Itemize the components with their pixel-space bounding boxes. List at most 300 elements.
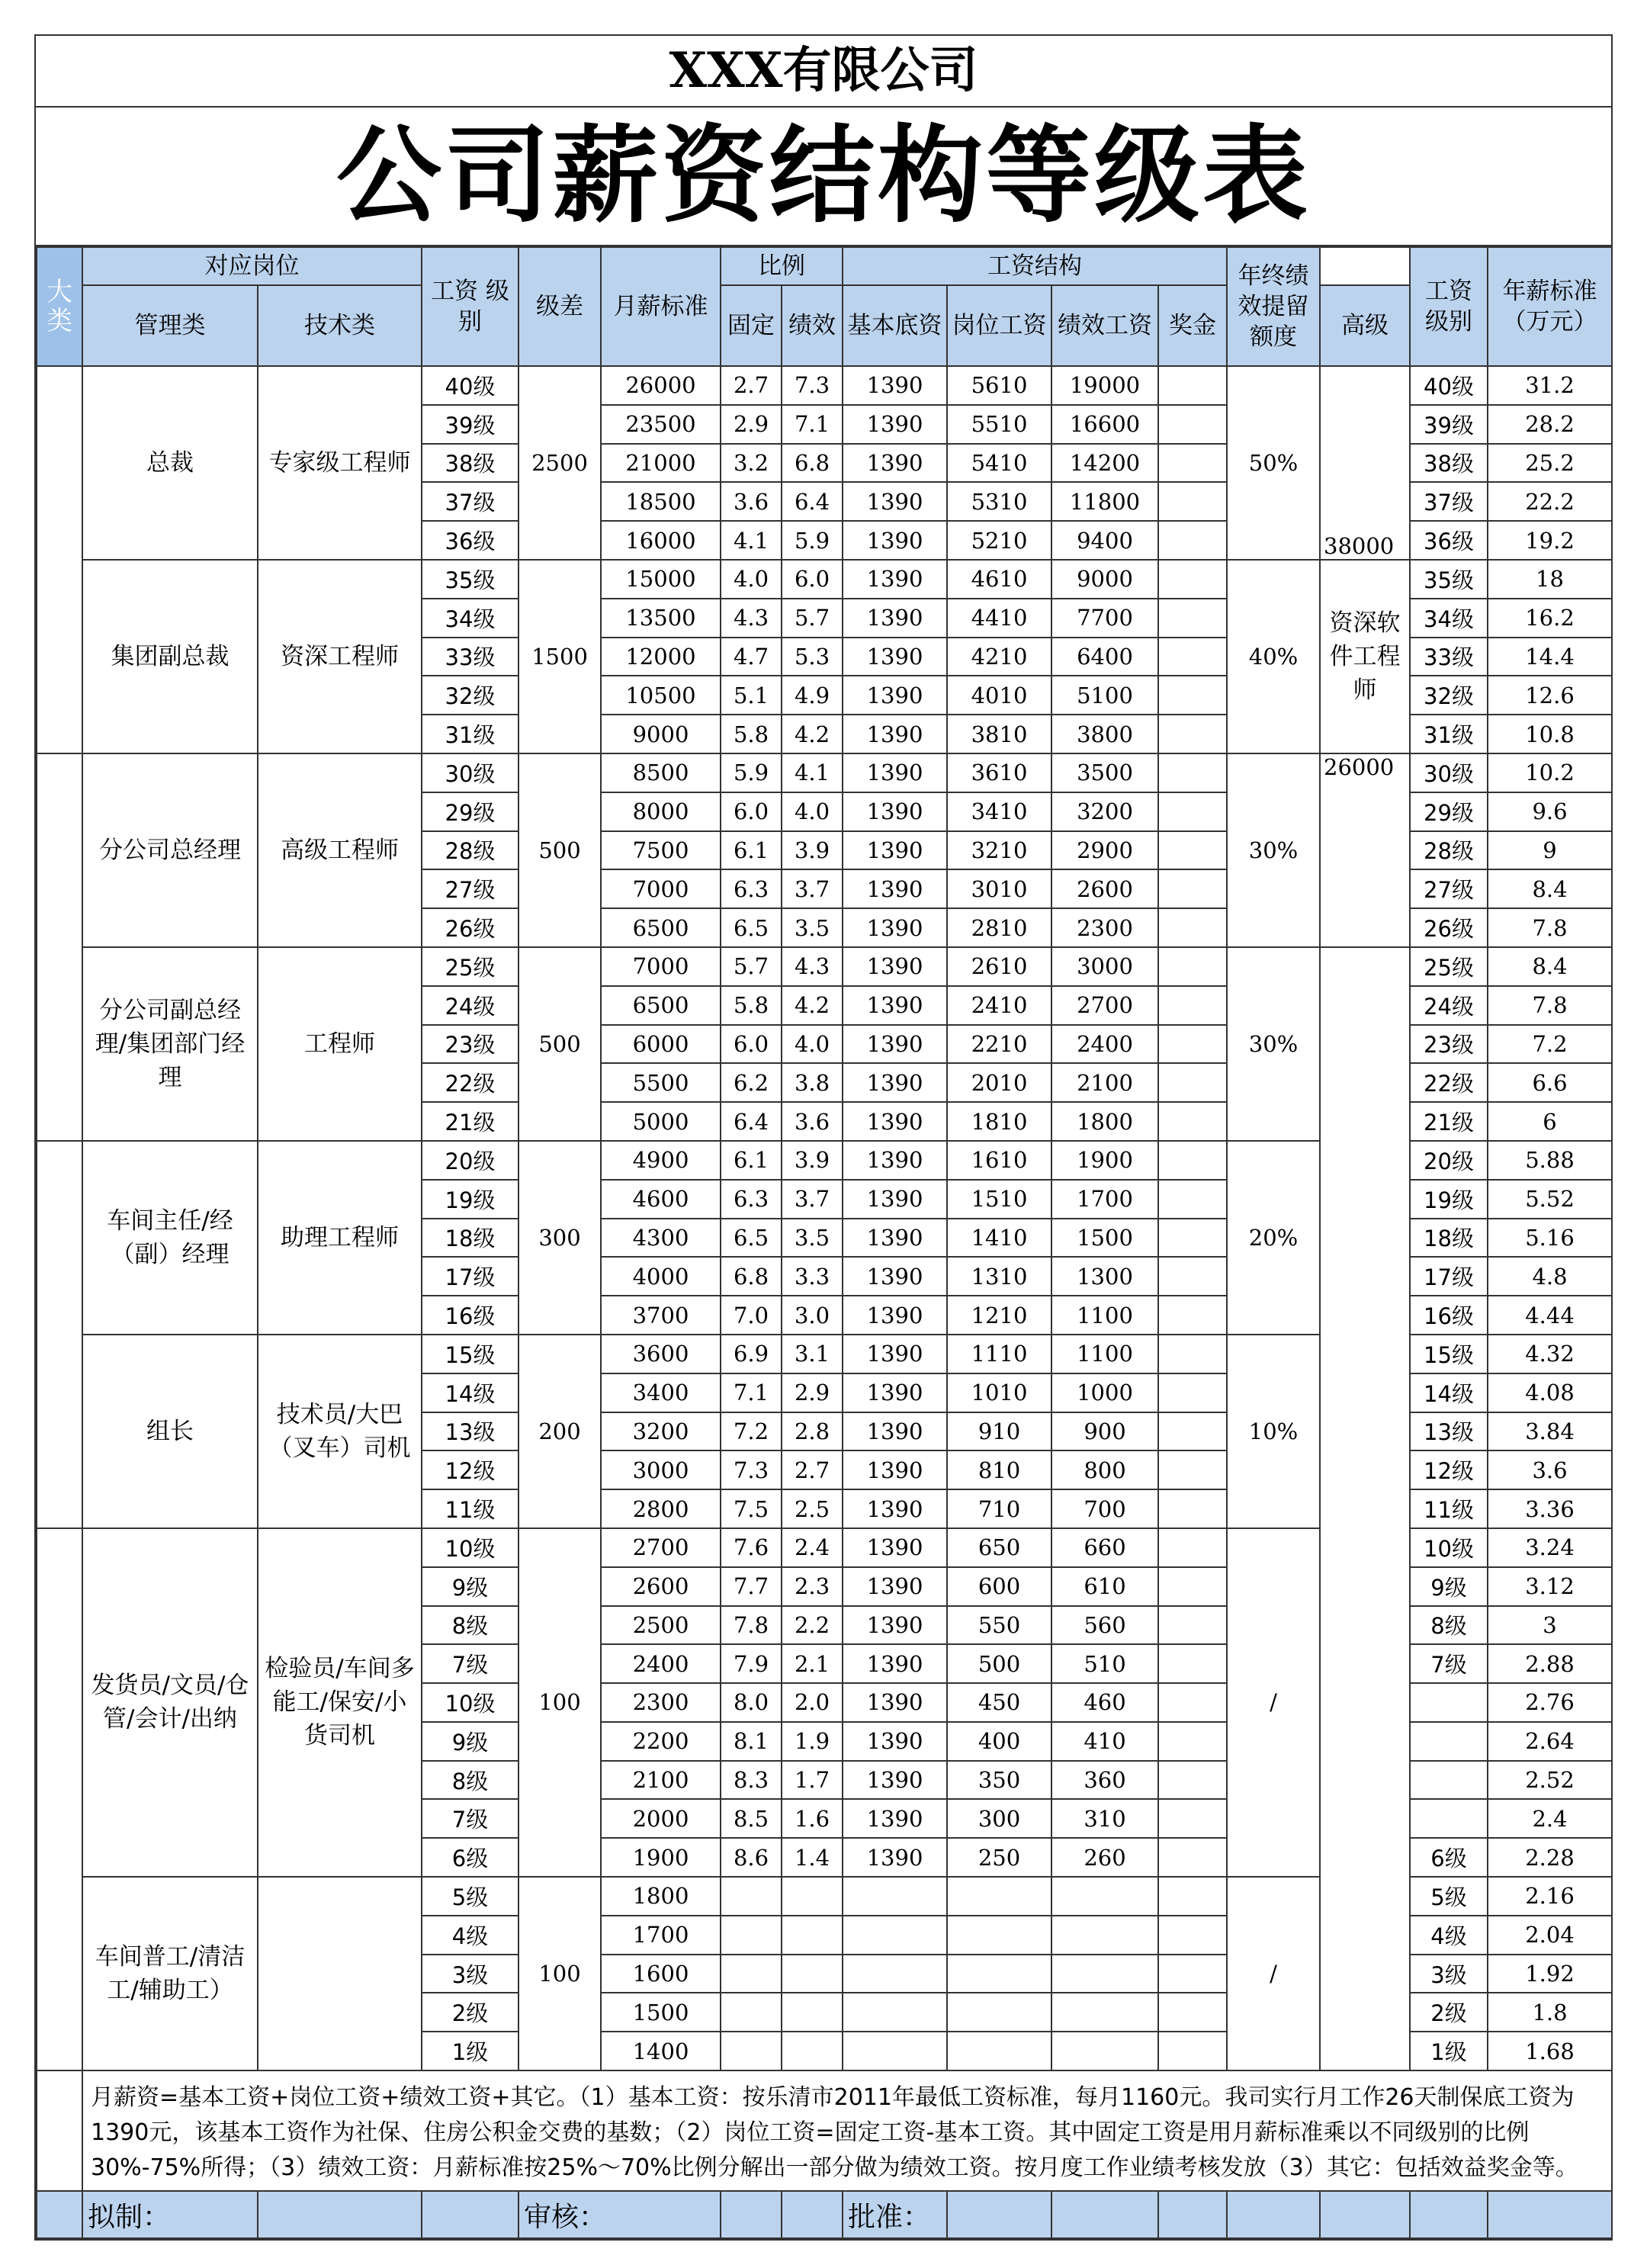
monthly-std: 7000 bbox=[601, 947, 721, 986]
post-wage: 3010 bbox=[947, 869, 1051, 908]
ratio-fixed: 2.9 bbox=[721, 405, 782, 444]
ratio-perf: 3.7 bbox=[782, 1180, 843, 1219]
wage-level-2: 10级 bbox=[1410, 1528, 1488, 1567]
wage-level: 29级 bbox=[422, 792, 518, 831]
header-big-category: 大类 bbox=[37, 247, 82, 366]
wage-level: 18级 bbox=[422, 1219, 518, 1258]
header-wage-level-2: 工资级别 bbox=[1410, 247, 1488, 366]
bonus bbox=[1158, 521, 1227, 560]
perf-wage: 360 bbox=[1051, 1761, 1158, 1800]
monthly-std: 23500 bbox=[601, 405, 721, 444]
mgmt-position: 车间普工/清洁工/辅助工） bbox=[82, 1877, 258, 2070]
base-wage: 1390 bbox=[843, 560, 947, 599]
ratio-fixed: 6.2 bbox=[721, 1063, 782, 1102]
bonus bbox=[1158, 1102, 1227, 1141]
annual-std: 14.4 bbox=[1488, 638, 1612, 676]
level-diff: 100 bbox=[518, 1877, 601, 2070]
ratio-perf: 4.1 bbox=[782, 753, 843, 792]
bonus bbox=[1158, 676, 1227, 715]
ratio-fixed: 7.6 bbox=[721, 1528, 782, 1567]
monthly-std: 15000 bbox=[601, 560, 721, 599]
base-wage: 1390 bbox=[843, 444, 947, 483]
annual-std: 1.8 bbox=[1488, 1993, 1612, 2032]
annual-std: 4.08 bbox=[1488, 1373, 1612, 1412]
perf-wage: 460 bbox=[1051, 1683, 1158, 1722]
wage-level: 24级 bbox=[422, 986, 518, 1025]
ratio-perf: 4.2 bbox=[782, 715, 843, 753]
bonus bbox=[1158, 869, 1227, 908]
wage-level-2: 26级 bbox=[1410, 908, 1488, 947]
perf-wage: 3200 bbox=[1051, 792, 1158, 831]
perf-wage: 14200 bbox=[1051, 444, 1158, 483]
wage-level: 37级 bbox=[422, 482, 518, 521]
bonus bbox=[1158, 792, 1227, 831]
ratio-perf: 4.2 bbox=[782, 986, 843, 1025]
company-name: XXX有限公司 bbox=[36, 36, 1611, 108]
wage-level-2: 13级 bbox=[1410, 1412, 1488, 1451]
wage-level: 1级 bbox=[422, 2032, 518, 2070]
ratio-fixed: 6.9 bbox=[721, 1335, 782, 1373]
ratio-perf: 3.3 bbox=[782, 1257, 843, 1296]
ratio-fixed: 3.2 bbox=[721, 444, 782, 483]
monthly-std: 1500 bbox=[601, 1993, 721, 2032]
base-wage: 1390 bbox=[843, 1373, 947, 1412]
ratio-fixed: 5.8 bbox=[721, 986, 782, 1025]
wage-level-2: 1级 bbox=[1410, 2032, 1488, 2070]
wage-level-2: 32级 bbox=[1410, 676, 1488, 715]
bonus bbox=[1158, 831, 1227, 870]
ratio-fixed: 6.3 bbox=[721, 1180, 782, 1219]
bonus bbox=[1158, 444, 1227, 483]
post-wage: 1410 bbox=[947, 1219, 1051, 1258]
monthly-std: 2000 bbox=[601, 1799, 721, 1838]
header-senior: 高级 bbox=[1320, 285, 1410, 366]
base-wage: 1390 bbox=[843, 1335, 947, 1373]
ratio-perf: 3.9 bbox=[782, 831, 843, 870]
wage-level-2: 4级 bbox=[1410, 1916, 1488, 1955]
perf-wage: 1000 bbox=[1051, 1373, 1158, 1412]
monthly-std: 4000 bbox=[601, 1257, 721, 1296]
ratio-perf: 4.3 bbox=[782, 947, 843, 986]
bonus bbox=[1158, 638, 1227, 676]
ratio-perf: 2.2 bbox=[782, 1606, 843, 1645]
post-wage: 500 bbox=[947, 1644, 1051, 1683]
base-wage bbox=[843, 2032, 947, 2070]
bonus bbox=[1158, 1450, 1227, 1489]
header-perf: 绩效 bbox=[782, 285, 843, 366]
post-wage: 4410 bbox=[947, 599, 1051, 638]
bonus bbox=[1158, 986, 1227, 1025]
annual-std: 3.6 bbox=[1488, 1450, 1612, 1489]
ratio-perf: 2.0 bbox=[782, 1683, 843, 1722]
header-fixed: 固定 bbox=[721, 285, 782, 366]
perf-wage: 2300 bbox=[1051, 908, 1158, 947]
base-wage: 1390 bbox=[843, 986, 947, 1025]
wage-level: 21级 bbox=[422, 1102, 518, 1141]
annual-std: 3.36 bbox=[1488, 1489, 1612, 1528]
bonus bbox=[1158, 599, 1227, 638]
mgmt-position: 发货员/文员/仓管/会计/出纳 bbox=[82, 1528, 258, 1877]
perf-wage: 2600 bbox=[1051, 869, 1158, 908]
wage-level: 11级 bbox=[422, 1489, 518, 1528]
annual-std: 8.4 bbox=[1488, 947, 1612, 986]
ratio-fixed: 4.7 bbox=[721, 638, 782, 676]
annual-std: 18 bbox=[1488, 560, 1612, 599]
bonus bbox=[1158, 1606, 1227, 1645]
ratio-fixed: 2.7 bbox=[721, 366, 782, 405]
ratio-fixed: 7.7 bbox=[721, 1567, 782, 1606]
perf-wage: 610 bbox=[1051, 1567, 1158, 1606]
tech-position: 专家级工程师 bbox=[258, 366, 422, 560]
monthly-std: 3600 bbox=[601, 1335, 721, 1373]
post-wage: 810 bbox=[947, 1450, 1051, 1489]
monthly-std: 5000 bbox=[601, 1102, 721, 1141]
base-wage: 1390 bbox=[843, 1102, 947, 1141]
ratio-fixed: 8.0 bbox=[721, 1683, 782, 1722]
annual-std: 7.2 bbox=[1488, 1025, 1612, 1064]
wage-level-2: 17级 bbox=[1410, 1257, 1488, 1296]
wage-level: 15级 bbox=[422, 1335, 518, 1373]
level-diff: 2500 bbox=[518, 366, 601, 560]
sign-blank bbox=[258, 2191, 422, 2238]
ratio-perf: 2.8 bbox=[782, 1412, 843, 1451]
wage-level: 14级 bbox=[422, 1373, 518, 1412]
perf-wage: 11800 bbox=[1051, 482, 1158, 521]
bonus bbox=[1158, 2032, 1227, 2070]
level-diff: 300 bbox=[518, 1141, 601, 1335]
monthly-std: 9000 bbox=[601, 715, 721, 753]
ratio-perf: 6.0 bbox=[782, 560, 843, 599]
base-wage: 1390 bbox=[843, 1257, 947, 1296]
monthly-std: 21000 bbox=[601, 444, 721, 483]
post-wage: 4010 bbox=[947, 676, 1051, 715]
sign-blank bbox=[422, 2191, 518, 2238]
ratio-perf bbox=[782, 1955, 843, 1993]
ratio-perf: 2.5 bbox=[782, 1489, 843, 1528]
perf-wage bbox=[1051, 1877, 1158, 1916]
wage-level-2: 25级 bbox=[1410, 947, 1488, 986]
monthly-std: 1600 bbox=[601, 1955, 721, 1993]
ratio-perf: 1.4 bbox=[782, 1838, 843, 1877]
ratio-fixed: 8.5 bbox=[721, 1799, 782, 1838]
sign-blank bbox=[1410, 2191, 1488, 2238]
year-end-rate: 40% bbox=[1227, 560, 1320, 753]
base-wage: 1390 bbox=[843, 1722, 947, 1761]
monthly-std: 18500 bbox=[601, 482, 721, 521]
wage-level: 4级 bbox=[422, 1916, 518, 1955]
ratio-fixed: 6.1 bbox=[721, 831, 782, 870]
monthly-std: 6000 bbox=[601, 1025, 721, 1064]
post-wage: 5210 bbox=[947, 521, 1051, 560]
wage-level-2 bbox=[1410, 1799, 1488, 1838]
bonus bbox=[1158, 947, 1227, 986]
header-bonus: 奖金 bbox=[1158, 285, 1227, 366]
annual-std: 3.84 bbox=[1488, 1412, 1612, 1451]
base-wage: 1390 bbox=[843, 1606, 947, 1645]
post-wage: 650 bbox=[947, 1528, 1051, 1567]
wage-level: 27级 bbox=[422, 869, 518, 908]
post-wage: 400 bbox=[947, 1722, 1051, 1761]
monthly-std: 2100 bbox=[601, 1761, 721, 1800]
perf-wage: 3800 bbox=[1051, 715, 1158, 753]
perf-wage: 5100 bbox=[1051, 676, 1158, 715]
bonus bbox=[1158, 405, 1227, 444]
perf-wage: 310 bbox=[1051, 1799, 1158, 1838]
monthly-std: 3200 bbox=[601, 1412, 721, 1451]
annual-std: 6.6 bbox=[1488, 1063, 1612, 1102]
ratio-fixed bbox=[721, 2032, 782, 2070]
wage-level-2: 27级 bbox=[1410, 869, 1488, 908]
mgmt-position: 分公司副总经理/集团部门经理 bbox=[82, 947, 258, 1141]
annual-std: 2.76 bbox=[1488, 1683, 1612, 1722]
base-wage: 1390 bbox=[843, 405, 947, 444]
big-category-cell bbox=[37, 1141, 82, 1528]
monthly-std: 3700 bbox=[601, 1296, 721, 1335]
perf-wage bbox=[1051, 2032, 1158, 2070]
bonus bbox=[1158, 366, 1227, 405]
base-wage: 1390 bbox=[843, 521, 947, 560]
ratio-fixed: 7.2 bbox=[721, 1412, 782, 1451]
bonus bbox=[1158, 1296, 1227, 1335]
ratio-fixed: 7.0 bbox=[721, 1296, 782, 1335]
ratio-fixed: 8.6 bbox=[721, 1838, 782, 1877]
wage-level-2: 3级 bbox=[1410, 1955, 1488, 1993]
base-wage: 1390 bbox=[843, 908, 947, 947]
annual-std: 5.88 bbox=[1488, 1141, 1612, 1180]
ratio-fixed: 7.9 bbox=[721, 1644, 782, 1683]
tech-position bbox=[258, 1877, 422, 2070]
wage-level-2: 40级 bbox=[1410, 366, 1488, 405]
wage-level-2: 28级 bbox=[1410, 831, 1488, 870]
bonus bbox=[1158, 1761, 1227, 1800]
wage-level: 9级 bbox=[422, 1567, 518, 1606]
base-wage: 1390 bbox=[843, 1180, 947, 1219]
ratio-fixed: 6.1 bbox=[721, 1141, 782, 1180]
ratio-fixed: 6.5 bbox=[721, 908, 782, 947]
wage-level: 39级 bbox=[422, 405, 518, 444]
header-level-diff: 级差 bbox=[518, 247, 601, 366]
tech-position: 工程师 bbox=[258, 947, 422, 1141]
post-wage bbox=[947, 2032, 1051, 2070]
post-wage: 450 bbox=[947, 1683, 1051, 1722]
bonus bbox=[1158, 1683, 1227, 1722]
monthly-std: 2400 bbox=[601, 1644, 721, 1683]
perf-wage: 7700 bbox=[1051, 599, 1158, 638]
monthly-std: 16000 bbox=[601, 521, 721, 560]
wage-level: 40级 bbox=[422, 366, 518, 405]
base-wage bbox=[843, 1955, 947, 1993]
ratio-fixed: 6.5 bbox=[721, 1219, 782, 1258]
senior-title: 资深软件工程师 bbox=[1320, 560, 1410, 753]
perf-wage: 2900 bbox=[1051, 831, 1158, 870]
ratio-perf: 6.8 bbox=[782, 444, 843, 483]
wage-level: 3级 bbox=[422, 1955, 518, 1993]
post-wage: 3610 bbox=[947, 753, 1051, 792]
ratio-perf: 1.9 bbox=[782, 1722, 843, 1761]
level-diff: 1500 bbox=[518, 560, 601, 753]
base-wage bbox=[843, 1916, 947, 1955]
base-wage bbox=[843, 1993, 947, 2032]
tech-position: 检验员/车间多能工/保安/小货司机 bbox=[258, 1528, 422, 1877]
base-wage: 1390 bbox=[843, 947, 947, 986]
table-row bbox=[37, 366, 1612, 405]
sign-blank bbox=[1158, 2191, 1227, 2238]
base-wage: 1390 bbox=[843, 1412, 947, 1451]
post-wage: 1510 bbox=[947, 1180, 1051, 1219]
perf-wage: 2400 bbox=[1051, 1025, 1158, 1064]
bonus bbox=[1158, 1373, 1227, 1412]
wage-level-2: 33级 bbox=[1410, 638, 1488, 676]
perf-wage: 410 bbox=[1051, 1722, 1158, 1761]
header-year-end: 年终绩效提留额度 bbox=[1227, 247, 1320, 366]
ratio-fixed: 5.7 bbox=[721, 947, 782, 986]
bonus bbox=[1158, 1799, 1227, 1838]
wage-level-2: 30级 bbox=[1410, 753, 1488, 792]
bonus bbox=[1158, 1219, 1227, 1258]
ratio-perf: 4.0 bbox=[782, 1025, 843, 1064]
monthly-std: 1700 bbox=[601, 1916, 721, 1955]
salary-table bbox=[36, 246, 1613, 2239]
ratio-fixed: 6.3 bbox=[721, 869, 782, 908]
annual-std: 7.8 bbox=[1488, 908, 1612, 947]
post-wage: 3410 bbox=[947, 792, 1051, 831]
post-wage: 1110 bbox=[947, 1335, 1051, 1373]
base-wage: 1390 bbox=[843, 676, 947, 715]
base-wage: 1390 bbox=[843, 1799, 947, 1838]
annual-std: 5.16 bbox=[1488, 1219, 1612, 1258]
tech-position: 助理工程师 bbox=[258, 1141, 422, 1335]
sign-blank bbox=[1227, 2191, 1320, 2238]
ratio-perf bbox=[782, 2032, 843, 2070]
perf-wage: 9000 bbox=[1051, 560, 1158, 599]
annual-std: 4.44 bbox=[1488, 1296, 1612, 1335]
ratio-perf: 5.7 bbox=[782, 599, 843, 638]
wage-level-2: 7级 bbox=[1410, 1644, 1488, 1683]
perf-wage: 1800 bbox=[1051, 1102, 1158, 1141]
wage-level: 31级 bbox=[422, 715, 518, 753]
bonus bbox=[1158, 1955, 1227, 1993]
monthly-std: 10500 bbox=[601, 676, 721, 715]
senior-blank bbox=[1320, 947, 1410, 2070]
bonus bbox=[1158, 1025, 1227, 1064]
post-wage: 600 bbox=[947, 1567, 1051, 1606]
ratio-perf: 5.9 bbox=[782, 521, 843, 560]
year-end-rate: 10% bbox=[1227, 1335, 1320, 1528]
base-wage: 1390 bbox=[843, 482, 947, 521]
perf-wage: 1100 bbox=[1051, 1335, 1158, 1373]
post-wage: 4610 bbox=[947, 560, 1051, 599]
approve-label: 批准： bbox=[843, 2191, 947, 2238]
wage-level-2: 29级 bbox=[1410, 792, 1488, 831]
post-wage: 1610 bbox=[947, 1141, 1051, 1180]
wage-level: 26级 bbox=[422, 908, 518, 947]
annual-std: 7.8 bbox=[1488, 986, 1612, 1025]
annual-std: 9 bbox=[1488, 831, 1612, 870]
perf-wage: 560 bbox=[1051, 1606, 1158, 1645]
wage-level-2: 14级 bbox=[1410, 1373, 1488, 1412]
post-wage: 5310 bbox=[947, 482, 1051, 521]
header-annual-std: 年薪标准（万元） bbox=[1488, 247, 1612, 366]
annual-std: 1.92 bbox=[1488, 1955, 1612, 1993]
post-wage bbox=[947, 1916, 1051, 1955]
perf-wage: 19000 bbox=[1051, 366, 1158, 405]
monthly-std: 6500 bbox=[601, 908, 721, 947]
monthly-std: 3000 bbox=[601, 1450, 721, 1489]
sign-blank bbox=[782, 2191, 843, 2238]
sign-blank bbox=[37, 2191, 82, 2238]
base-wage: 1390 bbox=[843, 869, 947, 908]
ratio-fixed bbox=[721, 1916, 782, 1955]
bonus bbox=[1158, 1141, 1227, 1180]
wage-level-2: 31级 bbox=[1410, 715, 1488, 753]
year-end-rate: 20% bbox=[1227, 1141, 1320, 1335]
note-left-blank bbox=[37, 2070, 82, 2191]
ratio-perf: 4.0 bbox=[782, 792, 843, 831]
senior-salary-1: 38000 bbox=[1320, 366, 1410, 560]
ratio-perf: 3.7 bbox=[782, 869, 843, 908]
year-end-rate: / bbox=[1227, 1528, 1320, 1877]
header-base: 基本底资 bbox=[843, 285, 947, 366]
wage-level: 28级 bbox=[422, 831, 518, 870]
monthly-std: 1900 bbox=[601, 1838, 721, 1877]
ratio-perf: 3.8 bbox=[782, 1063, 843, 1102]
sign-blank bbox=[721, 2191, 782, 2238]
monthly-std: 4300 bbox=[601, 1219, 721, 1258]
sign-blank bbox=[1320, 2191, 1410, 2238]
annual-std: 19.2 bbox=[1488, 521, 1612, 560]
ratio-fixed: 6.0 bbox=[721, 792, 782, 831]
annual-std: 2.52 bbox=[1488, 1761, 1612, 1800]
annual-std: 9.6 bbox=[1488, 792, 1612, 831]
annual-std: 1.68 bbox=[1488, 2032, 1612, 2070]
tech-position: 资深工程师 bbox=[258, 560, 422, 753]
base-wage: 1390 bbox=[843, 1141, 947, 1180]
bonus bbox=[1158, 1567, 1227, 1606]
annual-std: 3.24 bbox=[1488, 1528, 1612, 1567]
wage-level-2: 11级 bbox=[1410, 1489, 1488, 1528]
ratio-fixed: 5.8 bbox=[721, 715, 782, 753]
wage-level-2: 20级 bbox=[1410, 1141, 1488, 1180]
perf-wage: 3500 bbox=[1051, 753, 1158, 792]
wage-level: 38级 bbox=[422, 444, 518, 483]
big-category-cell bbox=[37, 366, 82, 753]
perf-wage bbox=[1051, 1955, 1158, 1993]
ratio-fixed: 8.3 bbox=[721, 1761, 782, 1800]
annual-std: 22.2 bbox=[1488, 482, 1612, 521]
ratio-fixed bbox=[721, 1993, 782, 2032]
base-wage: 1390 bbox=[843, 1489, 947, 1528]
table-row bbox=[37, 947, 1612, 986]
wage-level-2: 16级 bbox=[1410, 1296, 1488, 1335]
perf-wage bbox=[1051, 1916, 1158, 1955]
ratio-fixed: 8.1 bbox=[721, 1722, 782, 1761]
wage-level-2: 22级 bbox=[1410, 1063, 1488, 1102]
year-end-rate: / bbox=[1227, 1877, 1320, 2070]
monthly-std: 1400 bbox=[601, 2032, 721, 2070]
base-wage: 1390 bbox=[843, 1528, 947, 1567]
mgmt-position: 分公司总经理 bbox=[82, 753, 258, 947]
wage-level: 9级 bbox=[422, 1722, 518, 1761]
wage-level-2: 6级 bbox=[1410, 1838, 1488, 1877]
annual-std: 25.2 bbox=[1488, 444, 1612, 483]
wage-level-2: 18级 bbox=[1410, 1219, 1488, 1258]
perf-wage: 700 bbox=[1051, 1489, 1158, 1528]
wage-level-2: 36级 bbox=[1410, 521, 1488, 560]
wage-level: 30级 bbox=[422, 753, 518, 792]
wage-level-2: 35级 bbox=[1410, 560, 1488, 599]
perf-wage: 9400 bbox=[1051, 521, 1158, 560]
monthly-std: 6500 bbox=[601, 986, 721, 1025]
